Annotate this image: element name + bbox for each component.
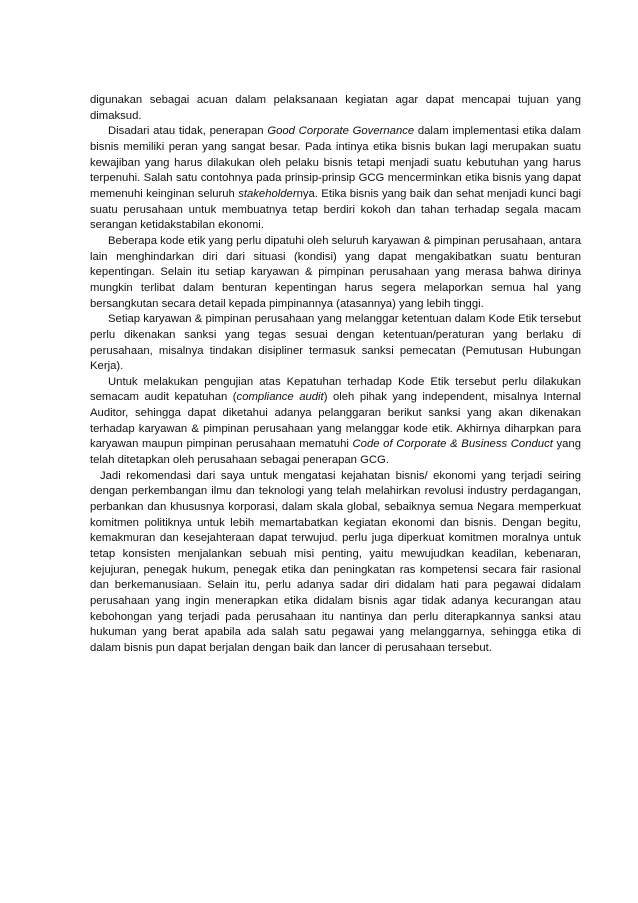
text-run: Setiap karyawan & pimpinan perusahaan yang melanggar ketentuan dalam Kode Etik tersebut perlu dikenakan sanksi yang tegas sesuai dengan ketentuan/peraturan yang berlaku di perusahaan, misalnya tindakan disipliner termasuk sanksi pemecatan (Pemutusan Hubungan Kerja).	[90, 313, 581, 373]
italic-term: Good Corporate Governance	[267, 125, 415, 138]
text-run: Jadi rekomendasi dari saya untuk mengatasi kejahatan bisnis/ ekonomi yang terjadi seiring dengan perkembangan ilmu dan teknologi yang telah melahirkan revolusi industry perdagangan, perbankan dan khususnya korporasi, dalam skala global, sebaiknya semua Negara memperkuat komitmen politiknya untuk lebih memartabatkan kegiatan ekonomi dan bisnis. Dengan begitu, kemakmuran dan kesejahteraan dapat terwujud. perlu juga diperkuat komitmen moralnya untuk tetap konsisten menjalankan sebuah misi penting, yaitu mewujudkan keadilan, kebenaran, kejujuran, penegak hukum, penegak etika dan peningkatan ras kompetensi secara fair rasional dan berkemanusiaan. Selain itu, perlu adanya sadar diri didalam hati para pegawai didalam perusahaan yang ingin menerapkan etika didalam bisnis agar tidak adanya kecurangan atau kebohongan yang terjadi pada perusahaan itu nantinya dan perlu diterapkannya sanksi atau hukuman yang berat apabila ada salah satu pegawai yang melanggarnya, sehingga etika di dalam bisnis pun dapat berjalan dengan baik dan lancer di perusahaan tersebut.	[90, 469, 581, 654]
paragraph-gcg-implementation	[90, 124, 581, 234]
paragraph-compliance-audit	[90, 375, 581, 469]
document-page	[90, 93, 581, 657]
text-run: Untuk melakukan pengujian atas Kepatuhan terhadap Kode Etik tersebut perlu dilakukan semacam audit kepatuhan (	[90, 375, 581, 404]
text-run: ) oleh pihak yang independent, misalnya Internal Auditor, sehingga dapat diketahui adanya pelanggaran berikut sanksi yang akan dikenakan terhadap karyawan & pimpinan perusahaan yang melanggar kode etik. Akhirnya diharpkan para karyawan maupun pimpinan perusahaan mematuhi	[90, 391, 581, 451]
italic-term: Code of Corporate & Business Conduct	[352, 438, 553, 451]
text-run: yang telah ditetapkan oleh perusahaan sebagai penerapan GCG.	[90, 438, 582, 467]
paragraph-code-of-ethics	[90, 234, 581, 312]
text-run: nya. Etika bisnis yang baik dan sehat menjadi kunci bagi suatu perusahaan untuk membuatnya tetap berdiri kokoh dan tahan terhadap segala macam serangan ketidakstabilan ekonomi.	[90, 187, 582, 232]
text-run: digunakan sebagai acuan dalam pelaksanaan kegiatan agar dapat mencapai tujuan yang dimaksud.	[90, 94, 581, 122]
text-run: Disadari atau tidak, penerapan	[108, 125, 268, 138]
paragraph-sanctions	[90, 312, 581, 375]
paragraph-recommendation	[90, 469, 581, 657]
text-run: dalam implementasi etika dalam bisnis memiliki peran yang sangat besar. Pada intinya etika bisnis bukan lagi merupakan suatu kewajiban yang harus dilakukan oleh pelaku bisnis tetapi menjadi suatu kebutuhan yang harus terpenuhi. Salah satu contohnya pada prinsip-prinsip GCG mencerminkan etika bisnis yang dapat memenuhi keinginan seluruh	[90, 125, 581, 200]
italic-term: compliance audit	[236, 391, 324, 404]
text-run: Beberapa kode etik yang perlu dipatuhi oleh seluruh karyawan & pimpinan perusahaan, antara lain menghindarkan diri dari situasi (kondisi) yang dapat mengakibatkan suatu benturan kepentingan. Selain itu setiap karyawan & pimpinan perusahaan yang merasa bahwa dirinya mungkin terlibat dalam benturan kepentingan harus segera melaporkan semua hal yang bersangkutan secara detail kepada pimpinannya (atasannya) yang lebih tinggi.	[90, 234, 581, 310]
italic-term: stakeholder	[238, 187, 297, 200]
paragraph-intro-continuation	[90, 93, 581, 124]
